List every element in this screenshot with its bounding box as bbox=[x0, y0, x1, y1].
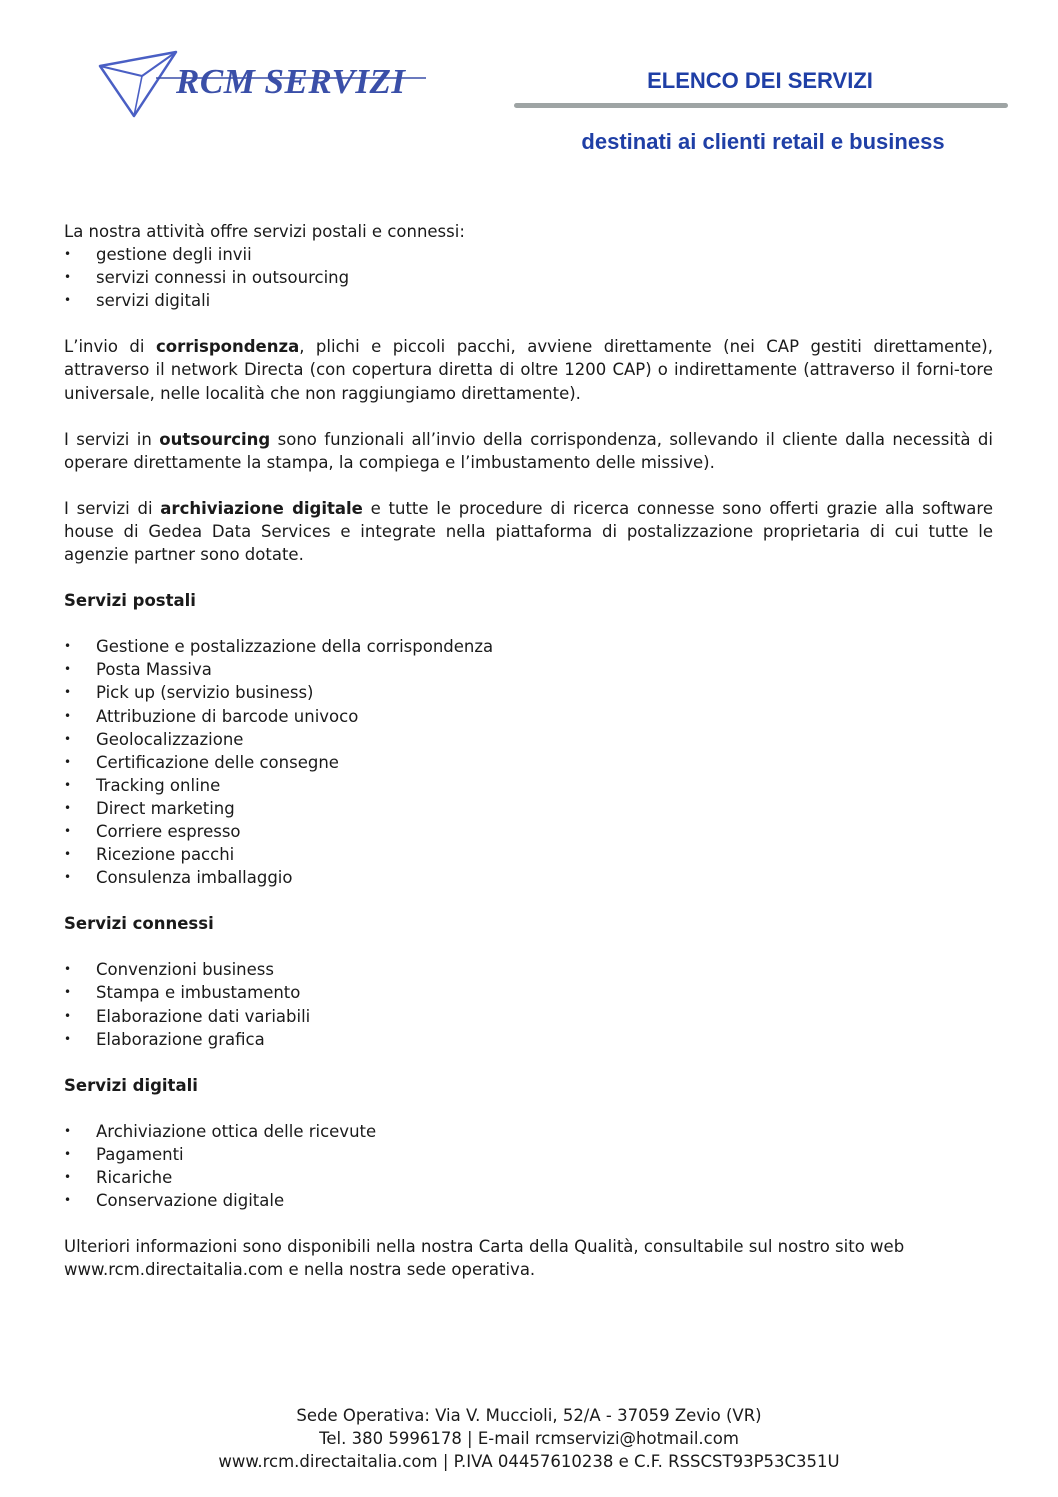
list-item: • Gestione e postalizzazione della corrispondenza bbox=[64, 635, 993, 658]
logo-text: RCM SERVIZI bbox=[176, 62, 406, 101]
list-item: • Archiviazione ottica delle ricevute bbox=[64, 1120, 993, 1143]
footer-contacts: Tel. 380 5996178 | E-mail rcmservizi@hotmail.com bbox=[319, 1429, 739, 1448]
paragraph-keyword: corrispondenza bbox=[155, 337, 300, 357]
list-item: • Posta Massiva bbox=[64, 658, 993, 681]
document-body bbox=[64, 220, 993, 1281]
paragraph-text: sono funzionali all’invio della corrispondenza, sollevando il cliente dalla necessità di operare direttamente la stampa, la compiega e l’imbustamento delle missive). bbox=[64, 429, 993, 472]
list-item: • Attribuzione di barcode univoco bbox=[64, 705, 993, 728]
list-item: • Direct marketing bbox=[64, 797, 993, 820]
closing-line: www.rcm.directaitalia.com e nella nostra sede operativa. bbox=[64, 1260, 536, 1280]
paragraph-outsourcing bbox=[64, 428, 993, 474]
list-item: • Corriere espresso bbox=[64, 820, 993, 843]
paragraph-corrispondenza bbox=[64, 335, 993, 404]
list-item: • Pagamenti bbox=[64, 1143, 993, 1166]
digital-services-list bbox=[64, 1120, 993, 1212]
footer-legal: www.rcm.directaitalia.com | P.IVA 04457610238 e C.F. RSSCST93P53C351U bbox=[218, 1452, 840, 1471]
section-heading-connessi: Servizi connessi bbox=[64, 914, 214, 934]
paragraph-keyword: outsourcing bbox=[159, 429, 271, 449]
list-item: • Pick up (servizio business) bbox=[64, 681, 993, 704]
footer-address: Sede Operativa: Via V. Muccioli, 52/A - 37059 Zevio (VR) bbox=[296, 1406, 762, 1425]
footer bbox=[0, 1404, 1058, 1473]
list-item: • Ricezione pacchi bbox=[64, 843, 993, 866]
list-item: • Certificazione delle consegne bbox=[64, 751, 993, 774]
connected-services-list bbox=[64, 958, 993, 1050]
paragraph-text: L’invio di bbox=[64, 337, 156, 357]
list-item: • Stampa e imbustamento bbox=[64, 981, 993, 1004]
page-subtitle: destinati ai clienti retail e business bbox=[581, 129, 945, 154]
list-item: • Conservazione digitale bbox=[64, 1189, 993, 1212]
list-item: • Geolocalizzazione bbox=[64, 728, 993, 751]
list-item: • Tracking online bbox=[64, 774, 993, 797]
list-item: • gestione degli invii bbox=[64, 243, 993, 266]
paragraph-text: I servizi in bbox=[64, 429, 160, 449]
list-item: • Elaborazione grafica bbox=[64, 1028, 993, 1051]
list-item: • Ricariche bbox=[64, 1166, 993, 1189]
list-item: • servizi connessi in outsourcing bbox=[64, 266, 993, 289]
intro-list bbox=[64, 243, 993, 312]
paragraph-text: e tutte le procedure di ricerca connesse sono offerti grazie alla software house di Gedea Data Services e integrate nella piattaforma di postalizzazione proprietaria di cui tutte le agenzie partner sono dotate. bbox=[64, 498, 993, 565]
list-item: • servizi digitali bbox=[64, 289, 993, 312]
paragraph-text: I servizi di bbox=[64, 498, 161, 518]
list-item: • Elaborazione dati variabili bbox=[64, 1005, 993, 1028]
section-heading-digitali: Servizi digitali bbox=[64, 1075, 198, 1095]
page-title: ELENCO DEI SERVIZI bbox=[647, 68, 873, 93]
section-heading-postali: Servizi postali bbox=[64, 591, 196, 611]
intro-text: La nostra attività offre servizi postali e connessi: bbox=[64, 222, 465, 241]
list-item: • Consulenza imballaggio bbox=[64, 866, 993, 889]
paragraph-archiviazione bbox=[64, 497, 993, 566]
header-divider bbox=[514, 103, 1008, 108]
list-item: • Convenzioni business bbox=[64, 958, 993, 981]
paragraph-text: , plichi e piccoli pacchi, avviene direttamente (nei CAP gestiti direttamente), attraverso il network Directa (con copertura diretta di oltre 1200 CAP) o indirettamente (attraverso il forni-tore universale, nelle località che non raggiungiamo direttamente). bbox=[64, 337, 993, 403]
paragraph-keyword: archiviazione digitale bbox=[160, 498, 363, 518]
postal-services-list bbox=[64, 635, 993, 889]
closing-line: Ulteriori informazioni sono disponibili nella nostra Carta della Qualità, consultabile sul nostro sito web bbox=[64, 1237, 905, 1257]
